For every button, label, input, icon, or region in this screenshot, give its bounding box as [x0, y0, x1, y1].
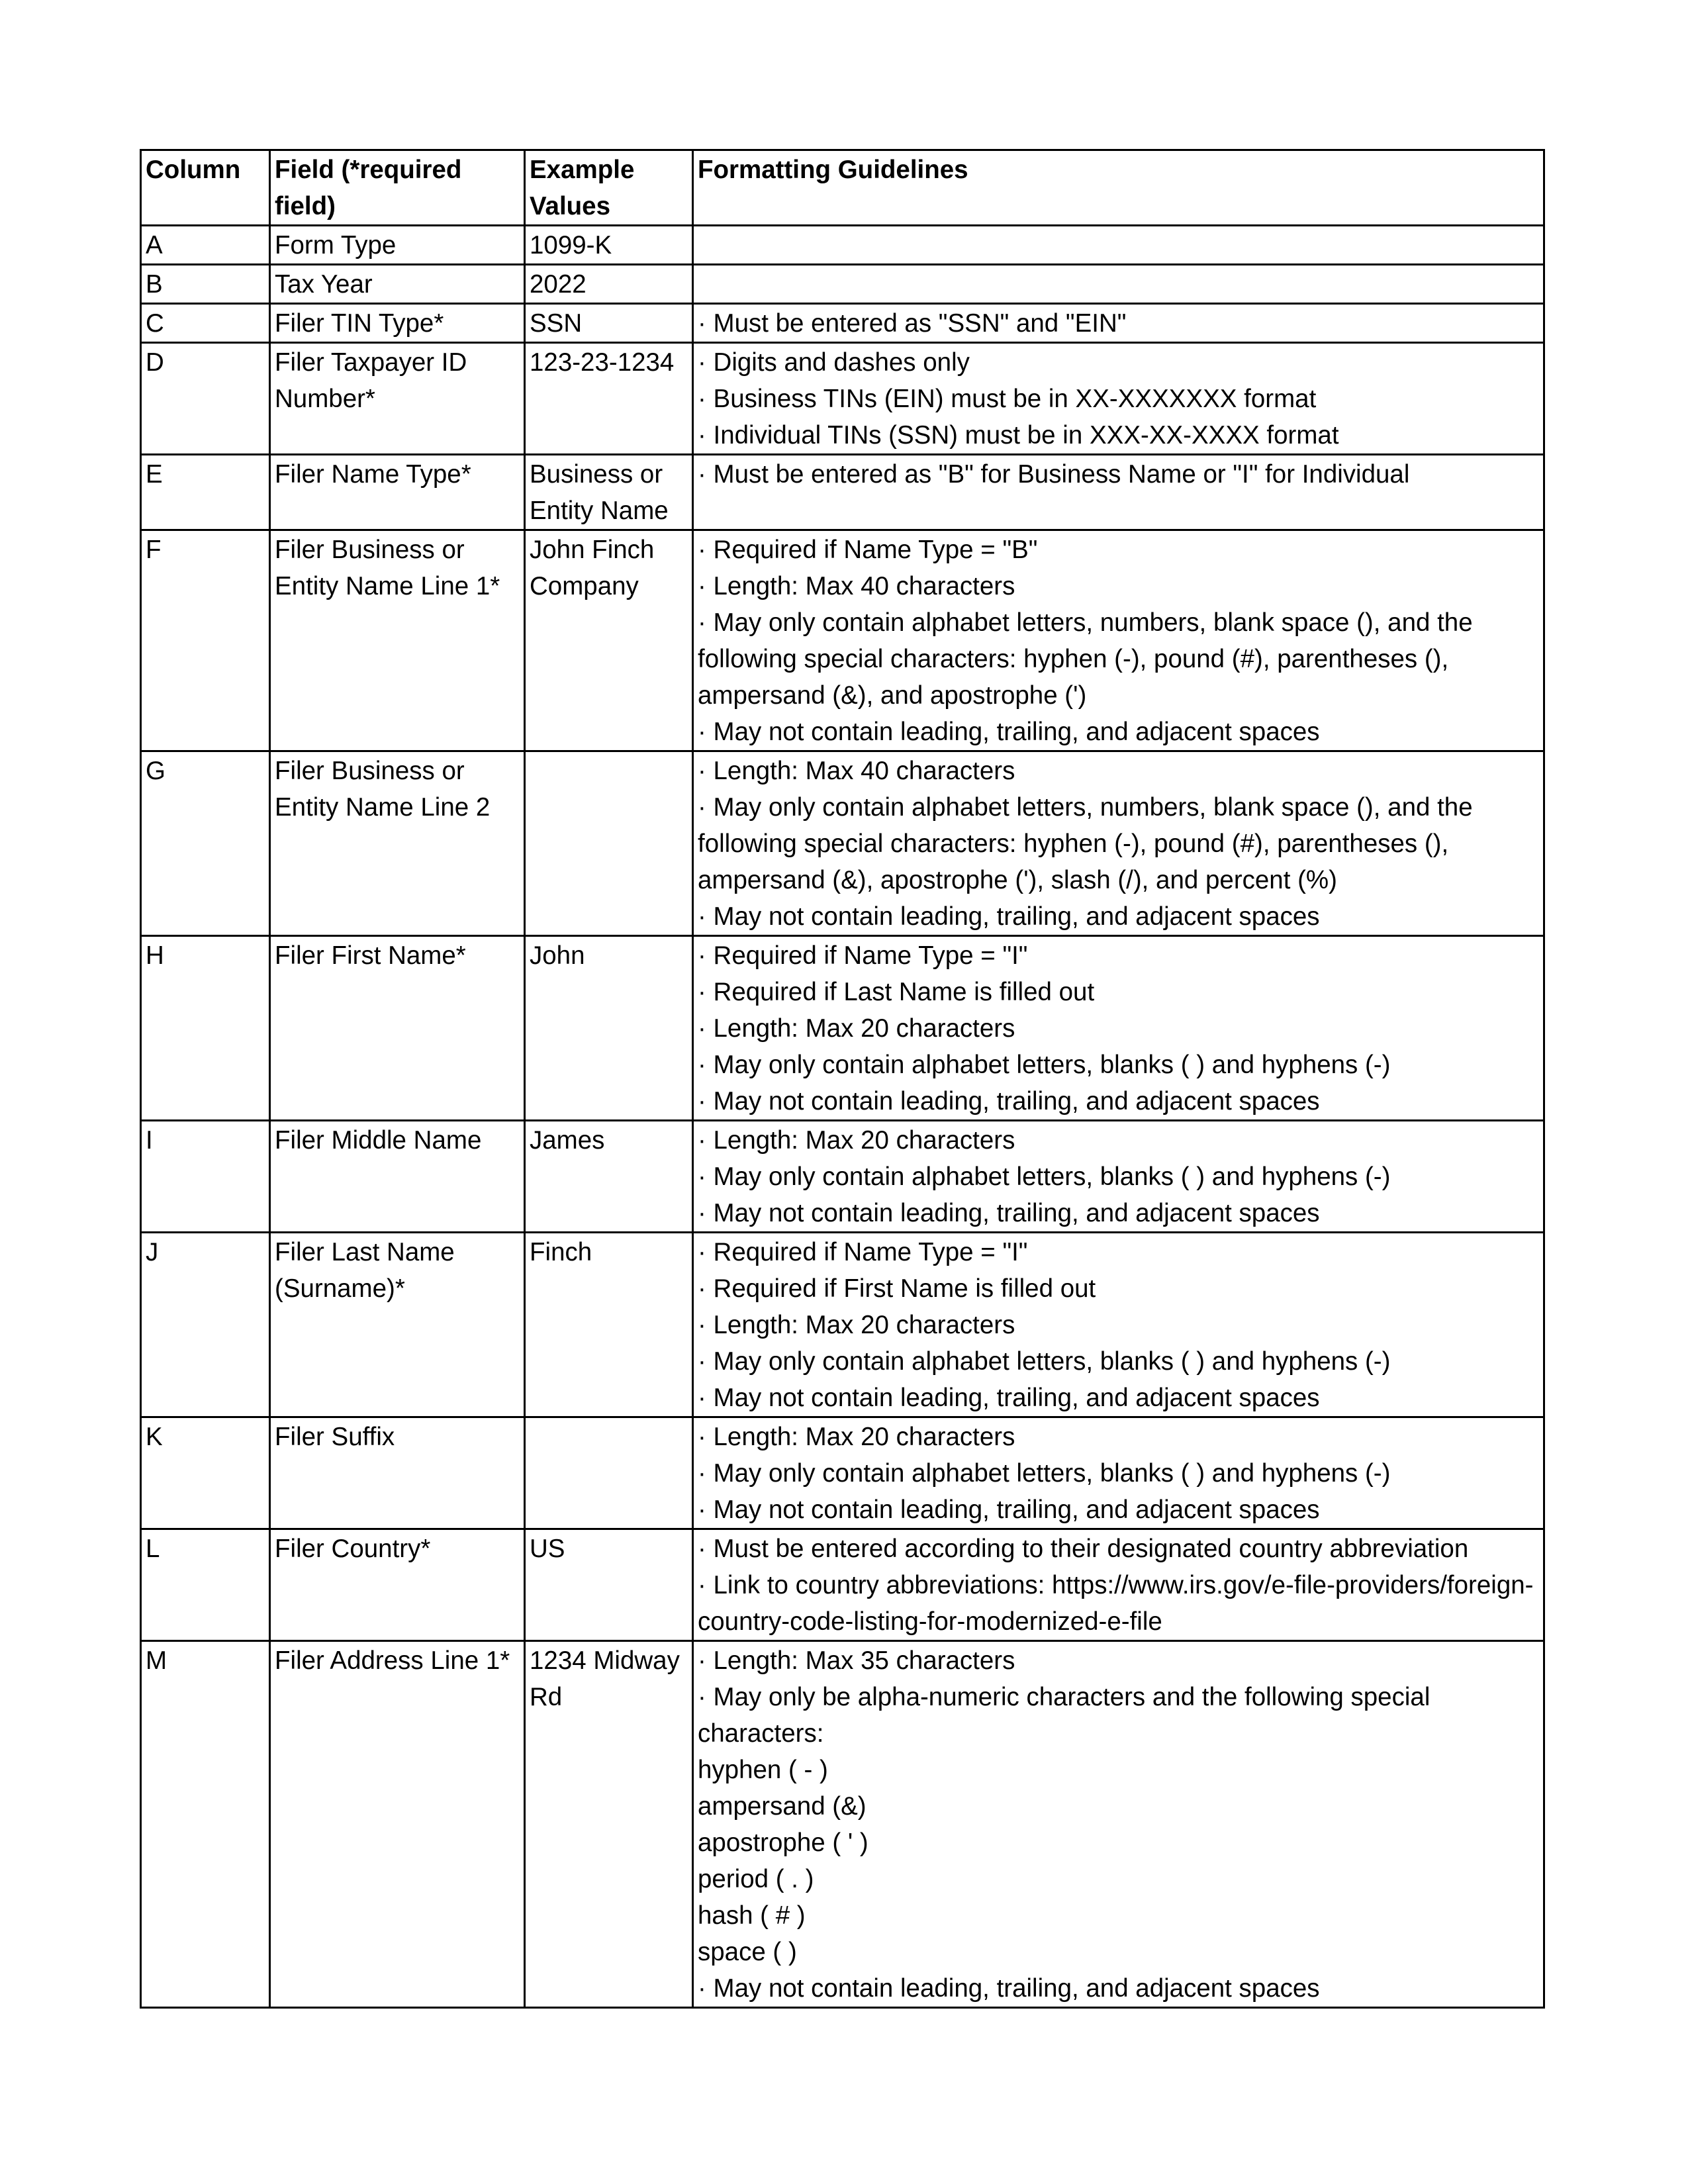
guideline-line: · May only contain alphabet letters, blanks ( ) and hyphens (-) [698, 1163, 1391, 1191]
cell-formatting-guidelines [693, 1529, 1544, 1641]
cell-field: Filer Suffix [270, 1417, 525, 1529]
header-row [141, 150, 1544, 226]
guideline-line: hash ( # ) [698, 1901, 806, 1930]
cell-example-value: Finch [525, 1233, 693, 1417]
cell-formatting-guidelines [693, 455, 1544, 530]
table-body [141, 226, 1544, 2008]
cell-field: Filer Middle Name [270, 1121, 525, 1233]
table-row [141, 936, 1544, 1121]
cell-field: Filer TIN Type* [270, 304, 525, 343]
cell-column: F [141, 530, 270, 751]
table-row [141, 751, 1544, 936]
cell-field: Filer Address Line 1* [270, 1641, 525, 2008]
cell-column: J [141, 1233, 270, 1417]
cell-example-value: 123-23-1234 [525, 343, 693, 455]
cell-field: Filer First Name* [270, 936, 525, 1121]
guideline-line: · Link to country abbreviations: https://www.irs.gov/e-file-providers/foreign-country-code-listing-for-modernized-e-file [698, 1571, 1534, 1636]
guideline-line: · May only contain alphabet letters, numbers, blank space (), and the following special characters: hyphen (-), pound (#), parentheses (), ampersand (&), apostrophe ('), slash (/), and percent (%) [698, 793, 1473, 894]
cell-formatting-guidelines [693, 530, 1544, 751]
guideline-line: apostrophe ( ' ) [698, 1828, 868, 1857]
table-header [141, 150, 1544, 226]
guideline-line: · Length: Max 35 characters [698, 1646, 1015, 1675]
cell-column: G [141, 751, 270, 936]
guideline-line: · Length: Max 20 characters [698, 1014, 1015, 1043]
table-row [141, 226, 1544, 265]
header-column: Column [141, 150, 270, 226]
formatting-spec-table [140, 149, 1545, 2009]
guideline-line: · May not contain leading, trailing, and adjacent spaces [698, 718, 1320, 746]
cell-formatting-guidelines [693, 265, 1544, 304]
guideline-line: · Length: Max 40 characters [698, 572, 1015, 600]
cell-field: Filer Last Name (Surname)* [270, 1233, 525, 1417]
cell-example-value [525, 751, 693, 936]
table-row [141, 265, 1544, 304]
header-example-values: Example Values [525, 150, 693, 226]
table-row [141, 1233, 1544, 1417]
guideline-line: · Required if Name Type = "I" [698, 1238, 1028, 1266]
cell-example-value: John Finch Company [525, 530, 693, 751]
cell-example-value: James [525, 1121, 693, 1233]
cell-column: K [141, 1417, 270, 1529]
guideline-line: · Required if Last Name is filled out [698, 978, 1095, 1006]
cell-example-value: 1234 Midway Rd [525, 1641, 693, 2008]
cell-column: B [141, 265, 270, 304]
guideline-line: · Required if Name Type = "I" [698, 941, 1028, 970]
guideline-line: · Length: Max 20 characters [698, 1423, 1015, 1451]
table-row [141, 1121, 1544, 1233]
guideline-line: · May only contain alphabet letters, blanks ( ) and hyphens (-) [698, 1051, 1391, 1079]
cell-formatting-guidelines [693, 1641, 1544, 2008]
table-row [141, 455, 1544, 530]
guideline-line: · Must be entered as "B" for Business Name or "I" for Individual [698, 460, 1410, 489]
guideline-line: · May not contain leading, trailing, and adjacent spaces [698, 902, 1320, 931]
cell-formatting-guidelines [693, 343, 1544, 455]
table-row [141, 1641, 1544, 2008]
guideline-line: · Digits and dashes only [698, 348, 970, 377]
cell-field: Filer Business or Entity Name Line 1* [270, 530, 525, 751]
table-row [141, 304, 1544, 343]
header-formatting-guidelines: Formatting Guidelines [693, 150, 1544, 226]
table-row [141, 343, 1544, 455]
cell-field: Tax Year [270, 265, 525, 304]
cell-formatting-guidelines [693, 1417, 1544, 1529]
cell-field: Filer Country* [270, 1529, 525, 1641]
cell-column: C [141, 304, 270, 343]
cell-example-value: SSN [525, 304, 693, 343]
cell-example-value: Business or Entity Name [525, 455, 693, 530]
guideline-line: · Business TINs (EIN) must be in XX-XXXXXXX format [698, 385, 1317, 413]
cell-example-value: 2022 [525, 265, 693, 304]
guideline-line: · May only be alpha-numeric characters and the following special characters: [698, 1683, 1430, 1748]
cell-column: M [141, 1641, 270, 2008]
guideline-line: · May not contain leading, trailing, and adjacent spaces [698, 1087, 1320, 1116]
guideline-line: · Individual TINs (SSN) must be in XXX-XX-XXXX format [698, 421, 1339, 450]
guideline-line: · May only contain alphabet letters, blanks ( ) and hyphens (-) [698, 1347, 1391, 1376]
cell-field: Filer Name Type* [270, 455, 525, 530]
cell-formatting-guidelines [693, 936, 1544, 1121]
cell-example-value: John [525, 936, 693, 1121]
guideline-line: · Length: Max 20 characters [698, 1311, 1015, 1339]
guideline-line: · Must be entered as "SSN" and "EIN" [698, 309, 1127, 338]
cell-formatting-guidelines [693, 226, 1544, 265]
table-row [141, 1417, 1544, 1529]
guideline-line: hyphen ( - ) [698, 1756, 828, 1784]
cell-column: E [141, 455, 270, 530]
cell-column: A [141, 226, 270, 265]
guideline-line: · May not contain leading, trailing, and adjacent spaces [698, 1199, 1320, 1227]
guideline-line: · May not contain leading, trailing, and adjacent spaces [698, 1974, 1320, 2003]
cell-column: H [141, 936, 270, 1121]
guideline-line: · Required if Name Type = "B" [698, 536, 1038, 564]
cell-field: Form Type [270, 226, 525, 265]
guideline-line: · Length: Max 40 characters [698, 757, 1015, 785]
guideline-line: · Length: Max 20 characters [698, 1126, 1015, 1155]
guideline-line: · Required if First Name is filled out [698, 1274, 1096, 1303]
cell-example-value [525, 1417, 693, 1529]
header-field: Field (*required field) [270, 150, 525, 226]
guideline-line: · Must be entered according to their designated country abbreviation [698, 1535, 1469, 1563]
table-row [141, 530, 1544, 751]
cell-column: D [141, 343, 270, 455]
guideline-line: · May only contain alphabet letters, blanks ( ) and hyphens (-) [698, 1459, 1391, 1488]
cell-column: L [141, 1529, 270, 1641]
guideline-line: space ( ) [698, 1938, 797, 1966]
cell-formatting-guidelines [693, 1121, 1544, 1233]
guideline-line: ampersand (&) [698, 1792, 867, 1821]
table-row [141, 1529, 1544, 1641]
cell-field: Filer Business or Entity Name Line 2 [270, 751, 525, 936]
guideline-line: · May not contain leading, trailing, and adjacent spaces [698, 1384, 1320, 1412]
cell-formatting-guidelines [693, 1233, 1544, 1417]
cell-column: I [141, 1121, 270, 1233]
cell-formatting-guidelines [693, 751, 1544, 936]
cell-example-value: US [525, 1529, 693, 1641]
guideline-line: · May not contain leading, trailing, and adjacent spaces [698, 1496, 1320, 1524]
guideline-line: · May only contain alphabet letters, numbers, blank space (), and the following special characters: hyphen (-), pound (#), parentheses (), ampersand (&), and apostrophe (') [698, 608, 1473, 710]
cell-field: Filer Taxpayer ID Number* [270, 343, 525, 455]
guideline-line: period ( . ) [698, 1865, 814, 1893]
cell-example-value: 1099-K [525, 226, 693, 265]
cell-formatting-guidelines [693, 304, 1544, 343]
